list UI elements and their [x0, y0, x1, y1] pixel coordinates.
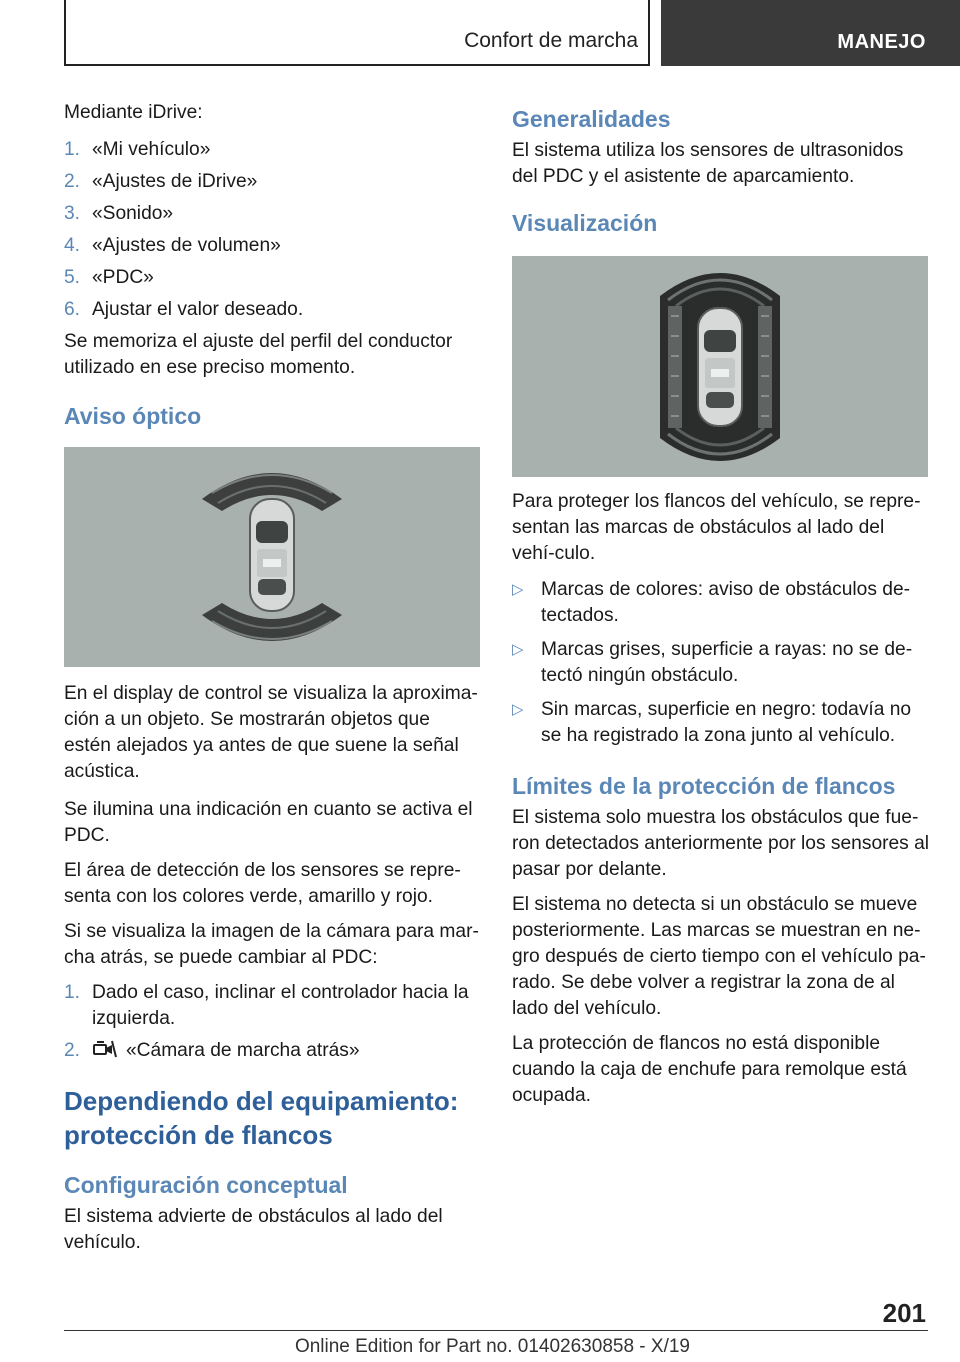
- generalidades-heading: Generalidades: [512, 106, 671, 132]
- limites-heading: Límites de la protección de flancos: [512, 773, 896, 799]
- step-item: [64, 201, 482, 227]
- step-item: [64, 1038, 482, 1064]
- page-number: 201: [882, 1298, 926, 1328]
- left-column: [64, 100, 482, 1265]
- header-section-title: Confort de marcha: [464, 29, 638, 52]
- right-column: [512, 100, 930, 1118]
- step-text: «Sonido»: [92, 203, 174, 224]
- step-number: 1.: [64, 139, 81, 160]
- generalidades-text: El sistema utiliza los sensores de ultrasonidos del PDC y el asistente de aparcamiento.: [512, 140, 904, 187]
- bullet-item: [512, 577, 930, 629]
- step-text: Dado el caso, inclinar el controlador hacia la izquierda.: [92, 982, 469, 1029]
- idrive-steps: [64, 137, 482, 323]
- step-number: 2.: [64, 171, 81, 192]
- camera-steps: [64, 980, 482, 1064]
- bullet-text: Marcas grises, superficie a rayas: no se de‐tectó ningún obstáculo.: [541, 639, 913, 686]
- pdc-figure: [64, 447, 480, 667]
- flank-car-illustration: [512, 256, 928, 477]
- visualizacion-heading: Visualización: [512, 210, 658, 236]
- visualizacion-text: Para proteger los flancos del vehículo, se repre‐sentan las marcas de obstáculos al lado del vehí‐culo.: [512, 491, 921, 564]
- pdc-car-illustration: [64, 447, 480, 667]
- memo-text: Se memoriza el ajuste del perfil del conductor utilizado en ese preciso momento.: [64, 331, 453, 378]
- header-left-border: [64, 0, 66, 66]
- footer-edition: Online Edition for Part no. 01402630858 - X/19: [294, 1336, 690, 1357]
- bullet-text: Marcas de colores: aviso de obstáculos de‐tectados.: [541, 579, 911, 626]
- footer-rule: [64, 1330, 928, 1331]
- step-text: «PDC»: [92, 267, 154, 288]
- bullet-item: [512, 637, 930, 689]
- configuracion-heading: Configuración conceptual: [64, 1172, 348, 1198]
- aviso-heading: Aviso óptico: [64, 403, 202, 429]
- step-item: [64, 297, 482, 323]
- header-right-border: [648, 0, 650, 66]
- bullet-text: Sin marcas, superficie en negro: todavía no se ha registrado la zona junto al vehículo.: [541, 699, 912, 746]
- rear-camera-icon: [92, 1039, 118, 1059]
- dependiendo-heading: Dependiendo del equipamiento: protección de flancos: [64, 1086, 459, 1150]
- step-number: 4.: [64, 235, 81, 256]
- aviso-paragraph-4: Si se visualiza la imagen de la cámara para mar‐cha atrás, se puede cambiar al PDC:: [64, 921, 479, 968]
- triangle-bullet-icon: ▷: [512, 641, 524, 658]
- step-text: «Cámara de marcha atrás»: [126, 1040, 360, 1061]
- marks-bullets: [512, 577, 930, 749]
- step-number: 2.: [64, 1040, 81, 1061]
- limites-paragraph-1: El sistema solo muestra los obstáculos que fue‐ron detectados anteriormente por los sensores al pasar por delante.: [512, 807, 930, 880]
- configuracion-text: El sistema advierte de obstáculos al lado del vehículo.: [64, 1206, 443, 1253]
- step-number: 5.: [64, 267, 81, 288]
- header-rule: [64, 64, 650, 66]
- step-text: Ajustar el valor deseado.: [92, 299, 304, 320]
- step-text: «Ajustes de volumen»: [92, 235, 281, 256]
- limites-paragraph-2: El sistema no detecta si un obstáculo se mueve posteriormente. Las marcas se muestran en ne‐gro después de cierto tiempo con el vehículo pa‐rado. Se debe volver a registrar la zona de al lado del vehículo.: [512, 894, 926, 1019]
- step-item: [64, 137, 482, 163]
- step-item: [64, 233, 482, 259]
- triangle-bullet-icon: ▷: [512, 581, 524, 598]
- step-text: «Ajustes de iDrive»: [92, 171, 258, 192]
- bullet-item: [512, 697, 930, 749]
- limites-paragraph-3: La protección de flancos no está disponible cuando la caja de enchufe para remolque está ocupada.: [512, 1033, 907, 1106]
- step-item: [64, 980, 482, 1032]
- step-item: [64, 169, 482, 195]
- step-text: «Mi vehículo»: [92, 139, 211, 160]
- flank-protection-figure: [512, 256, 928, 477]
- aviso-paragraph-3: El área de detección de los sensores se repre‐senta con los colores verde, amarillo y rojo.: [64, 860, 461, 907]
- step-number: 3.: [64, 203, 81, 224]
- header-chapter-tab: MANEJO: [661, 0, 960, 66]
- intro-text: Mediante iDrive:: [64, 102, 203, 123]
- aviso-paragraph-2: Se ilumina una indicación en cuanto se activa el PDC.: [64, 799, 473, 846]
- step-number: 1.: [64, 982, 81, 1003]
- step-number: 6.: [64, 299, 81, 320]
- step-item: [64, 265, 482, 291]
- aviso-paragraph-1: En el display de control se visualiza la aproxima‐ción a un objeto. Se mostrarán objetos que estén alejados ya antes de que suene la señal acústica.: [64, 683, 478, 782]
- triangle-bullet-icon: ▷: [512, 701, 524, 718]
